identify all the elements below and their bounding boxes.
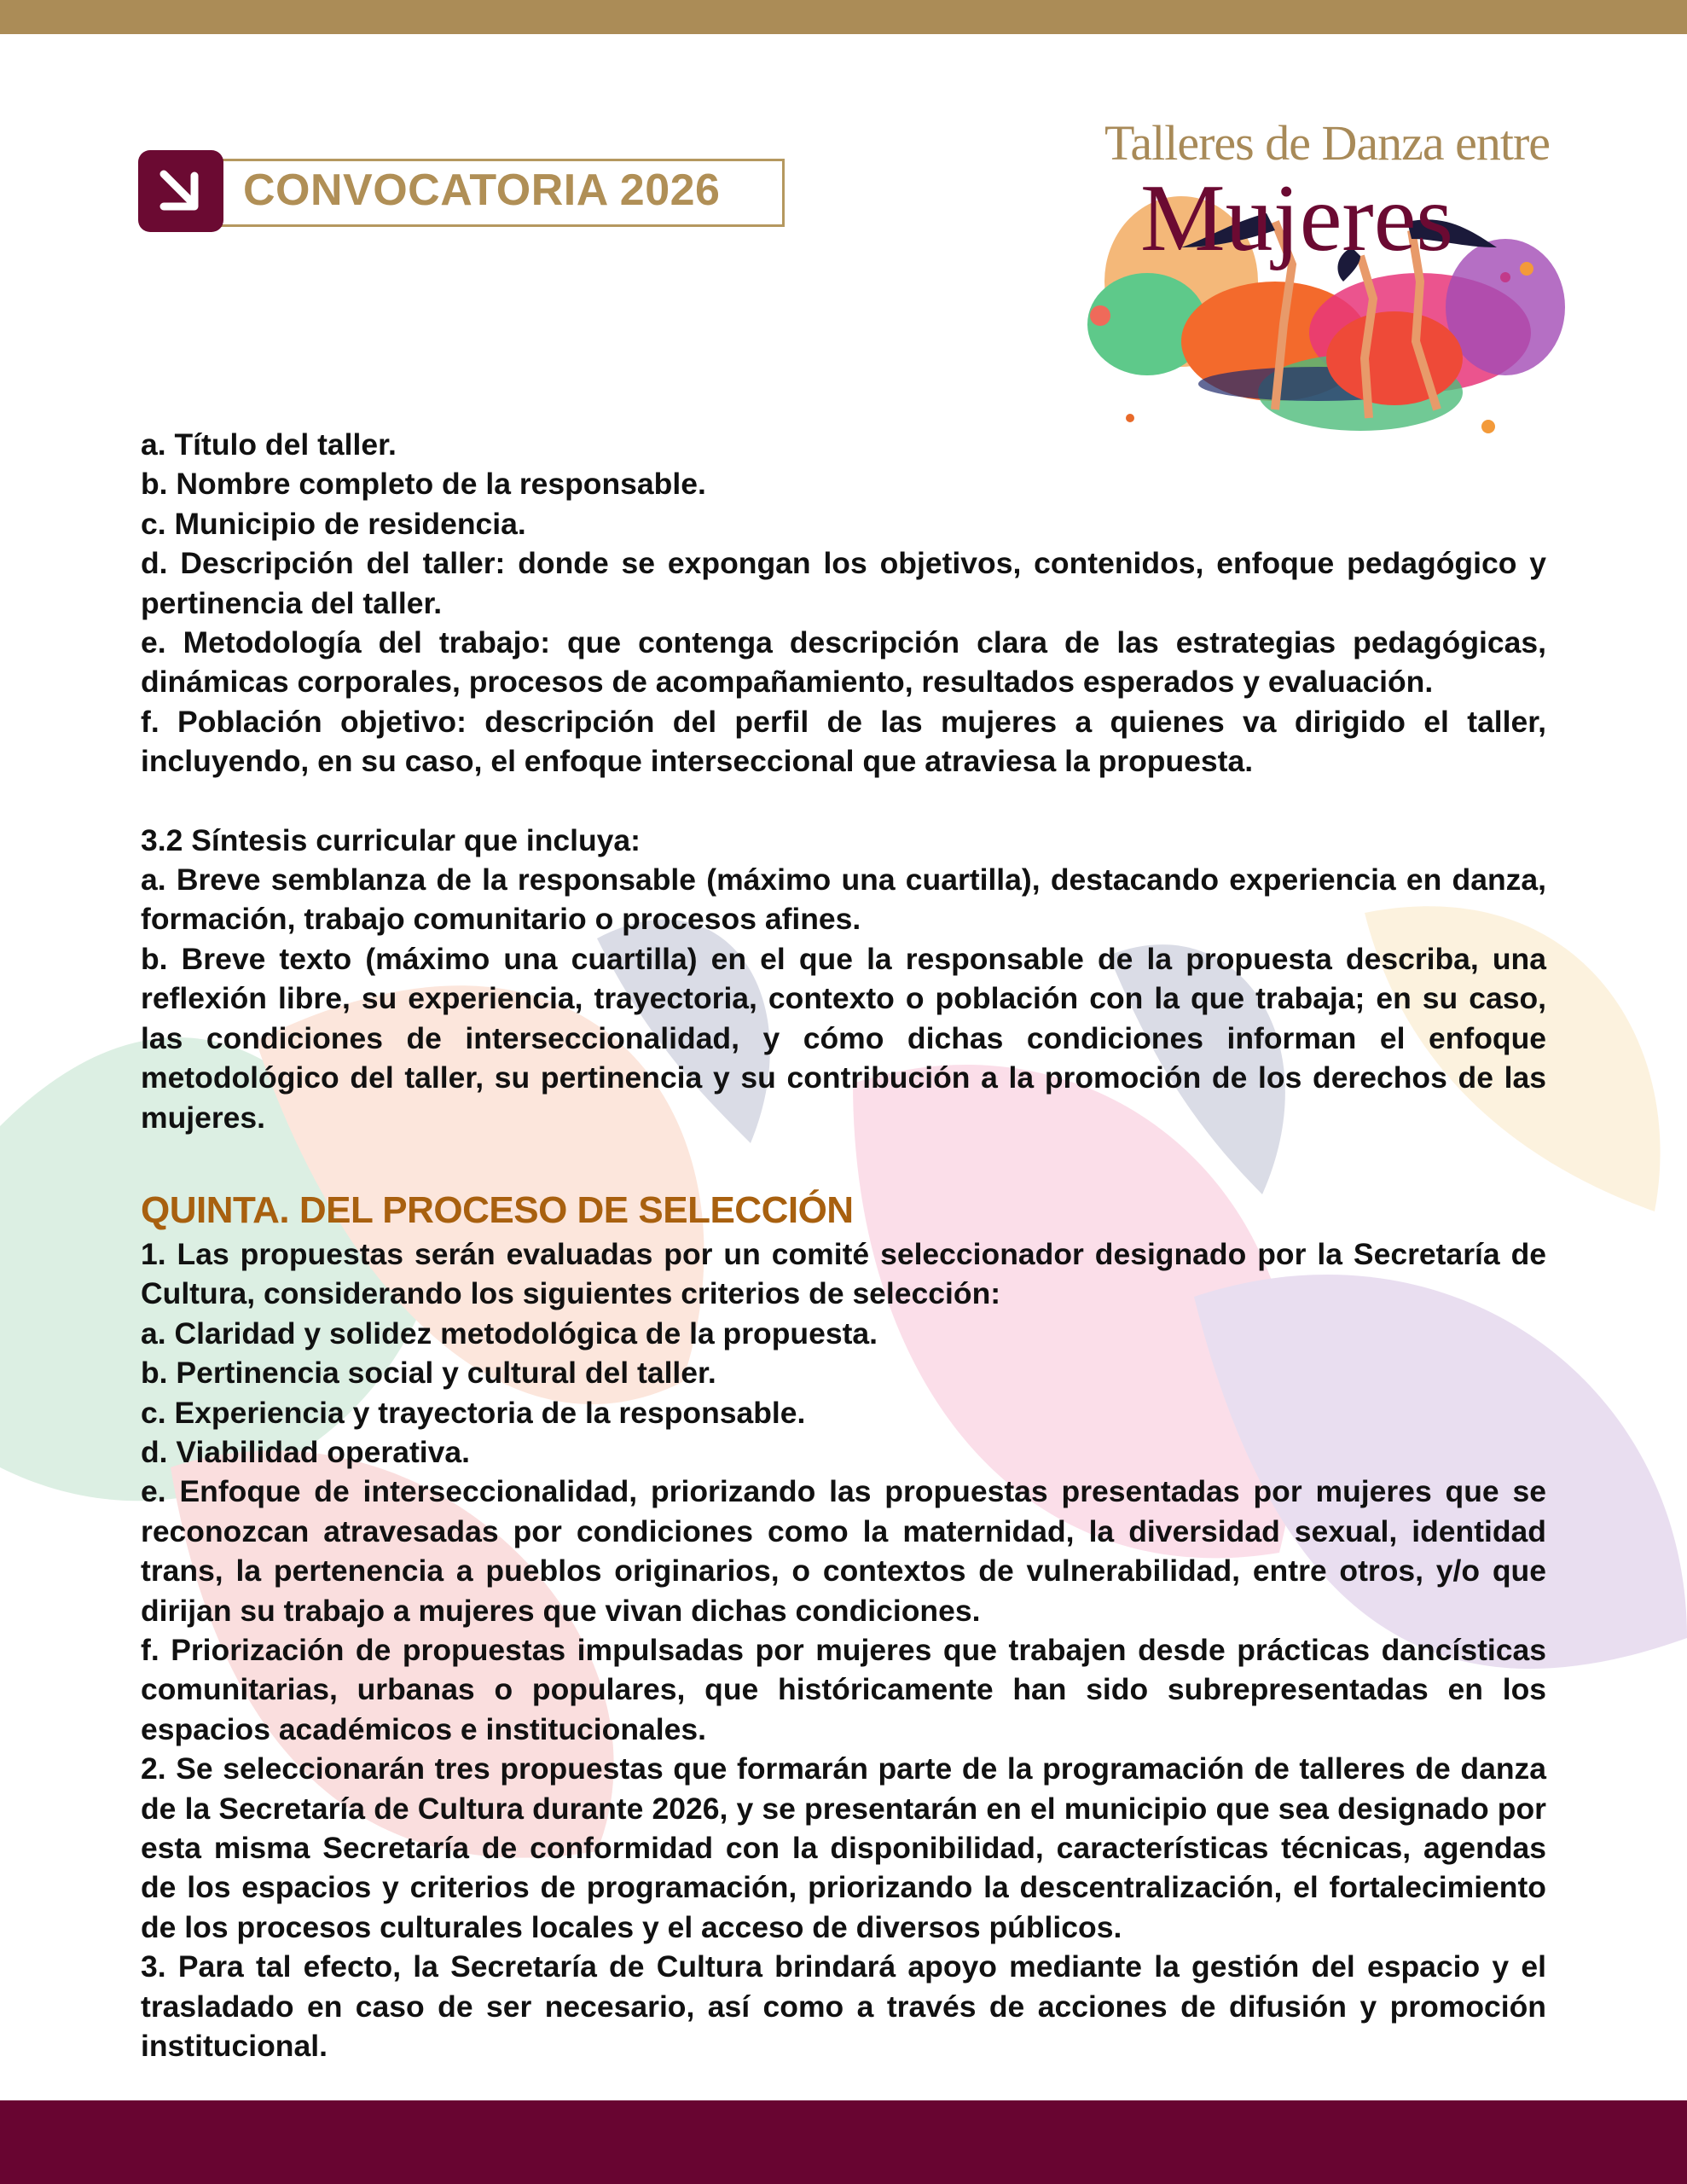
numbered-item: [141, 1749, 1546, 1947]
logo-shape-purple: [1446, 239, 1565, 375]
selection-process-section: [141, 1187, 1546, 2066]
logo-dot: [1500, 272, 1510, 282]
arrow-down-right-icon: [157, 169, 205, 213]
convocatoria-title: CONVOCATORIA 2026: [243, 166, 721, 215]
criteria-item: d. Viabilidad operativa.: [141, 1434, 471, 1469]
logo-title-line1: Talleres de Danza entre: [1104, 115, 1550, 171]
event-logo: [1079, 111, 1582, 444]
logo-dot: [1090, 305, 1110, 326]
list-item: b. Nombre completo de la responsable.: [141, 467, 706, 502]
list-item: e. Metodología del trabajo: que contenga descripción clara de las estrategias pedagógicas, dinámicas corporales, procesos de acompañamiento, resultados esperados y evaluación.: [141, 625, 1546, 700]
logo-dot: [1520, 262, 1533, 276]
spacer: [141, 1137, 1546, 1187]
convocatoria-badge: [138, 150, 223, 232]
logo-dot: [1126, 414, 1134, 422]
project-requirements-list: [141, 425, 1546, 781]
point2-suffix: que formarán parte de la programación de talleres de danza de la Secretaría de Cultura durante 2026, y se presentarán en el municipio que sea designado por esta misma Secretaría de conformidad con la disponibilidad, características técnicas, agendas de los espacios y criterios de programación, priorizando la descentralización, el fortalecimiento de los procesos culturales locales y el acceso de diversos públicos.: [141, 1751, 1546, 1944]
criteria-item: a. Claridad y solidez metodológica de la propuesta.: [141, 1316, 878, 1350]
logo-shape-red: [1326, 311, 1463, 405]
criteria-item: f. Priorización de propuestas impulsadas por mujeres que trabajen desde prácticas dancísticas comunitarias, urbanas o populares, que históricamente han sido subrepresentadas en los espacios académicos e institucionales.: [141, 1632, 1546, 1746]
criteria-item: b. Pertinencia social y cultural del taller.: [141, 1356, 716, 1391]
list-item: d. Descripción del taller: donde se expongan los objetivos, contenidos, enfoque pedagógico y pertinencia del taller.: [141, 546, 1546, 620]
criteria-item: c. Experiencia y trayectoria de la responsable.: [141, 1395, 806, 1430]
list-item: b. Breve texto (máximo una cuartilla) en el que la responsable de la propuesta describa, una reflexión libre, su experiencia, trayectoria, contexto o población con la que trabaja; en su caso, las condiciones de interseccionalidad, y cómo dichas condiciones informan el enfoque metodológico del taller, su pertinencia y su contribución a la promoción de los derechos de las mujeres.: [141, 941, 1546, 1135]
bottom-decorative-band: [0, 2100, 1687, 2184]
spacer: [141, 781, 1546, 821]
list-item: c. Municipio de residencia.: [141, 506, 526, 541]
point2-emphasis: tres propuestas: [434, 1751, 664, 1786]
list-item: a. Título del taller.: [141, 427, 397, 462]
logo-title-line2: Mujeres: [1140, 166, 1454, 271]
list-item: f. Población objetivo: descripción del perfil de las mujeres a quienes va dirigido el taller, incluyendo, en su caso, el enfoque interseccional que atraviesa la propuesta.: [141, 704, 1546, 779]
numbered-item: 1. Las propuestas serán evaluadas por un comité seleccionador designado por la Secretaría de Cultura, considerando los siguientes criterios de selección:: [141, 1236, 1546, 1311]
numbered-item: 3. Para tal efecto, la Secretaría de Cultura brindará apoyo mediante la gestión del espacio y el trasladado en caso de ser necesario, así como a través de acciones de difusión y promoción institucional.: [141, 1949, 1546, 2064]
document-body: [141, 425, 1546, 2065]
list-item: a. Breve semblanza de la responsable (máximo una cuartilla), destacando experiencia en danza, formación, trabajo comunitario o procesos afines.: [141, 863, 1546, 937]
section-heading: QUINTA. DEL PROCESO DE SELECCIÓN: [141, 1188, 854, 1231]
top-decorative-band: [0, 0, 1687, 34]
point2-prefix: 2. Se seleccionarán: [141, 1751, 435, 1786]
subsection-title: 3.2 Síntesis curricular que incluya:: [141, 822, 641, 857]
criteria-item: e. Enfoque de interseccionalidad, priorizando las propuestas presentadas por mujeres que se reconozcan atravesadas por condiciones como la maternidad, la diversidad sexual, identidad trans, la pertenencia a pueblos originarios, o contextos de vulnerabilidad, entre otros, y/o que dirijan su trabajo a mujeres que vivan dichas condiciones.: [141, 1474, 1546, 1628]
curricular-synthesis-section: [141, 821, 1546, 1137]
